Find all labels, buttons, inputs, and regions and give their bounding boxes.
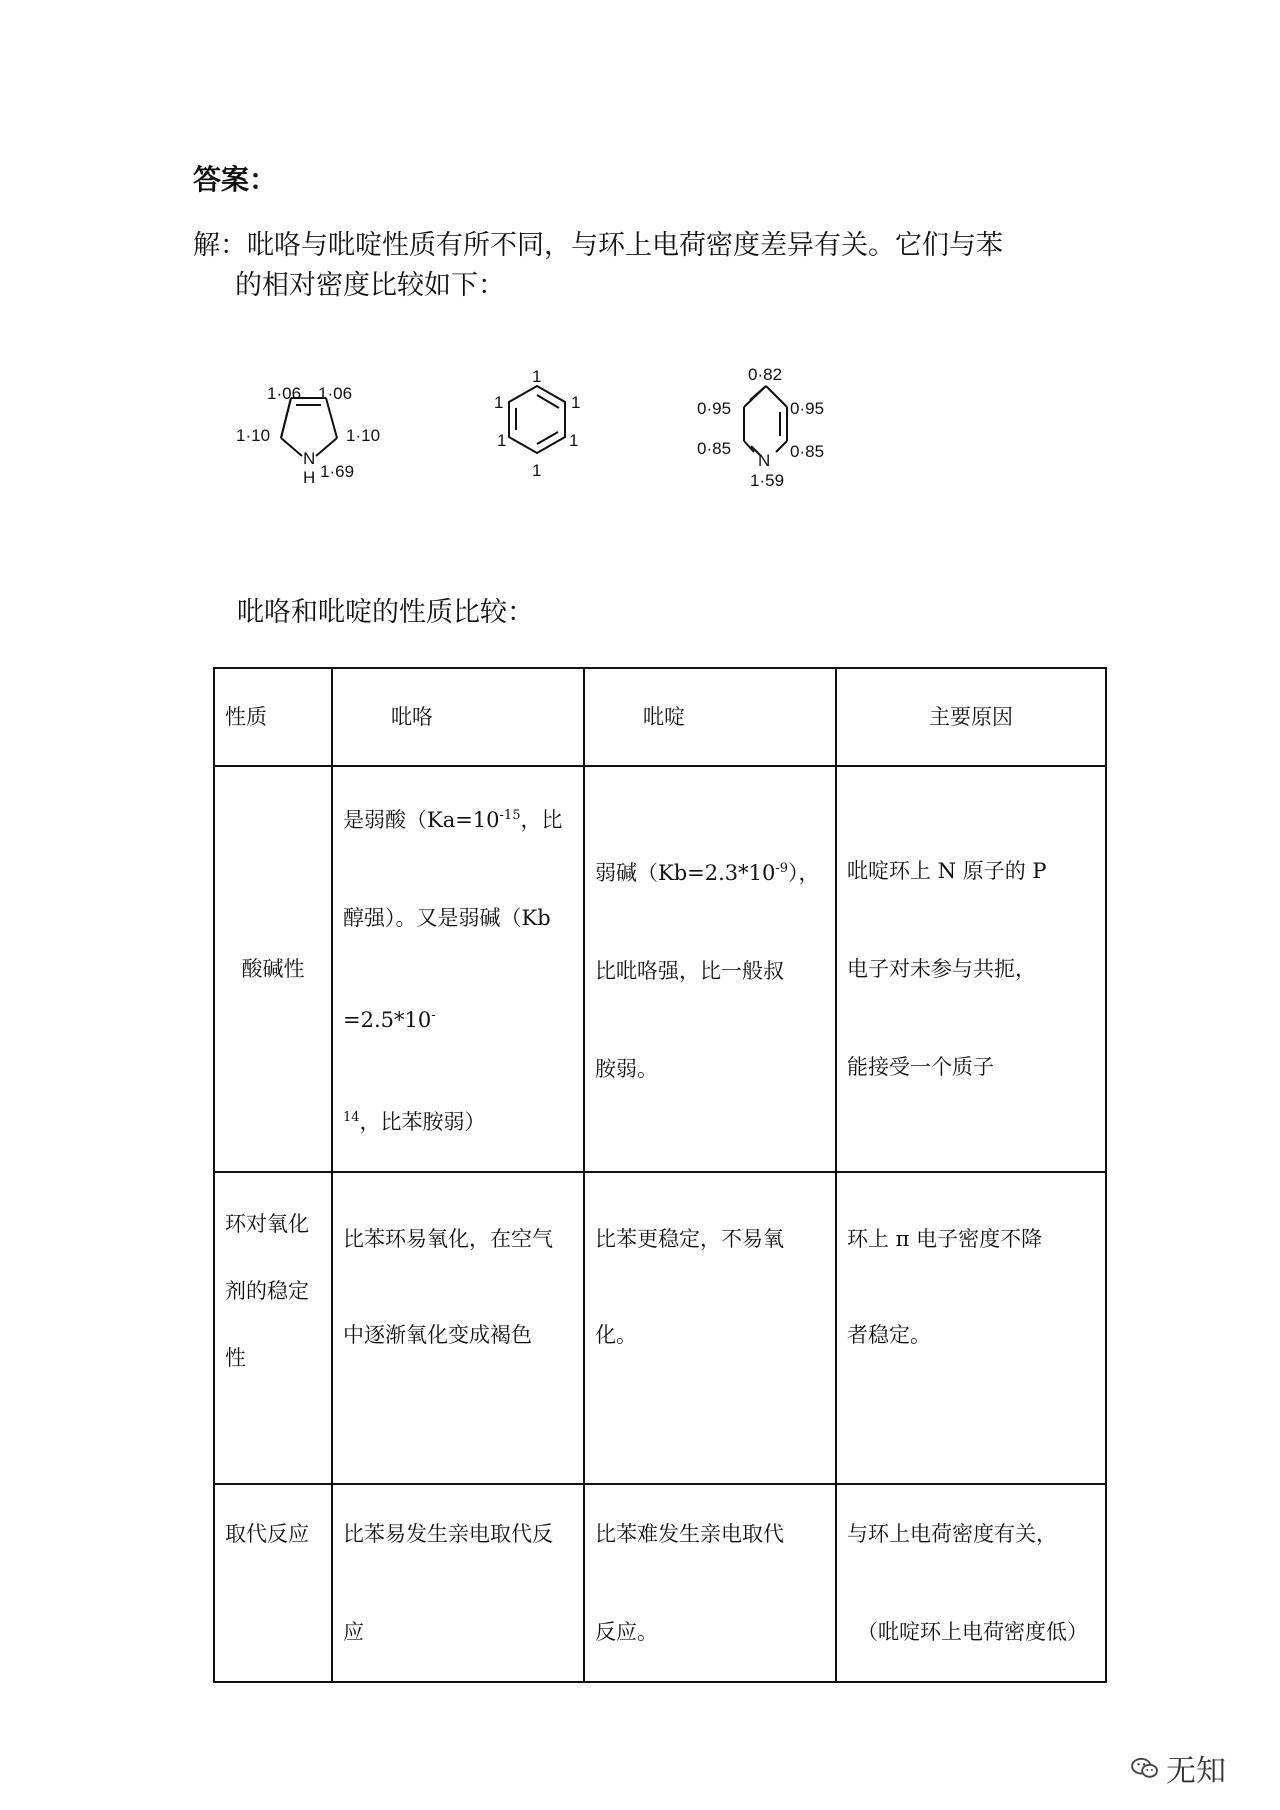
pyrrole-label-c5: 1·10	[346, 426, 381, 445]
watermark	[1130, 1746, 1226, 1790]
benzene-label-bottom: 1	[532, 461, 542, 480]
benzene-label-lower-right: 1	[569, 431, 579, 450]
pyridine-label-c4: 0·82	[748, 365, 783, 384]
benzene-label-upper-left: 1	[494, 393, 504, 412]
cell-reason-substitution: 与环上电荷密度有关， （吡啶环上电荷密度低）	[836, 1484, 1106, 1682]
cell-pyridine-oxidation-stability: 比苯更稳定，不易氧 化。	[584, 1172, 836, 1484]
intro-line-1: 解：吡咯与吡啶性质有所不同，与环上电荷密度差异有关。它们与苯	[193, 230, 1003, 261]
cell-reason-oxidation-stability: 环上 π 电子密度不降 者稳定。	[836, 1172, 1106, 1484]
answer-title: 答案：	[193, 163, 278, 196]
pyridine-label-c3: 0·95	[697, 399, 732, 418]
cell-property-substitution: 取代反应	[214, 1484, 332, 1682]
table-row	[214, 1172, 1106, 1484]
pyridine-label-c5: 0·95	[790, 399, 825, 418]
pyrrole-label-c3: 1·06	[267, 384, 302, 403]
benzene-label-lower-left: 1	[497, 431, 507, 450]
table-row	[214, 1484, 1106, 1682]
pyridine-structure	[744, 386, 787, 455]
pyridine-labels	[697, 365, 824, 490]
pyrrole-label-n: N	[303, 449, 316, 468]
benzene-labels	[494, 367, 580, 480]
header-pyridine: 吡啶	[584, 668, 836, 766]
properties-comparison-table	[213, 667, 1107, 1683]
compare-heading: 吡咯和吡啶的性质比较：	[237, 597, 534, 628]
pyridine-label-n-density: 1·59	[750, 471, 785, 490]
pyrrole-label-c2: 1·10	[236, 426, 271, 445]
cell-pyrrole-acid-base: 是弱酸（$Ka=10^{-15}$，比 醇强）。又是弱碱（Kb $=2.5*10^{-14}$，比苯胺弱）	[332, 766, 584, 1172]
pyridine-label-c2: 0·85	[697, 439, 732, 458]
pyrrole-labels	[236, 384, 380, 487]
cell-pyridine-acid-base: 弱碱$(Kb=2.3*10^{-9})$， 比吡咯强，比一般叔 胺弱。	[584, 766, 836, 1172]
cell-pyridine-substitution: 比苯难发生亲电取代 反应。	[584, 1484, 836, 1682]
pyrrole-structure	[281, 398, 337, 456]
intro-line-2: 的相对密度比较如下：	[235, 270, 505, 301]
cell-property-acid-base: 酸碱性	[214, 766, 332, 1172]
cell-pyrrole-oxidation-stability: 比苯环易氧化，在空气 中逐渐氧化变成褐色	[332, 1172, 584, 1484]
benzene-label-upper-right: 1	[571, 393, 581, 412]
pyrrole-label-c4: 1·06	[318, 384, 353, 403]
cell-property-oxidation-stability: 环对氧化 剂的稳定 性	[214, 1172, 332, 1484]
pyridine-label-n: N	[758, 451, 771, 470]
cell-pyrrole-substitution: 比苯易发生亲电取代反 应	[332, 1484, 584, 1682]
watermark-text: 无知	[1166, 1754, 1226, 1789]
header-property: 性质	[214, 668, 332, 766]
table-header-row	[214, 668, 1106, 766]
header-pyrrole: 吡咯	[332, 668, 584, 766]
pyrrole-label-n-density: 1·69	[320, 462, 355, 481]
cell-reason-acid-base: 吡啶环上 N 原子的 P 电子对未参与共扼， 能接受一个质子	[836, 766, 1106, 1172]
table-row	[214, 766, 1106, 1172]
pyrrole-label-h: H	[303, 468, 316, 487]
benzene-label-top: 1	[532, 367, 542, 386]
header-main-reason: 主要原因	[836, 668, 1106, 766]
wechat-icon	[1130, 1756, 1160, 1780]
pyridine-label-c6: 0·85	[790, 442, 825, 461]
benzene-structure	[509, 386, 565, 453]
intro-paragraph	[193, 226, 1093, 306]
